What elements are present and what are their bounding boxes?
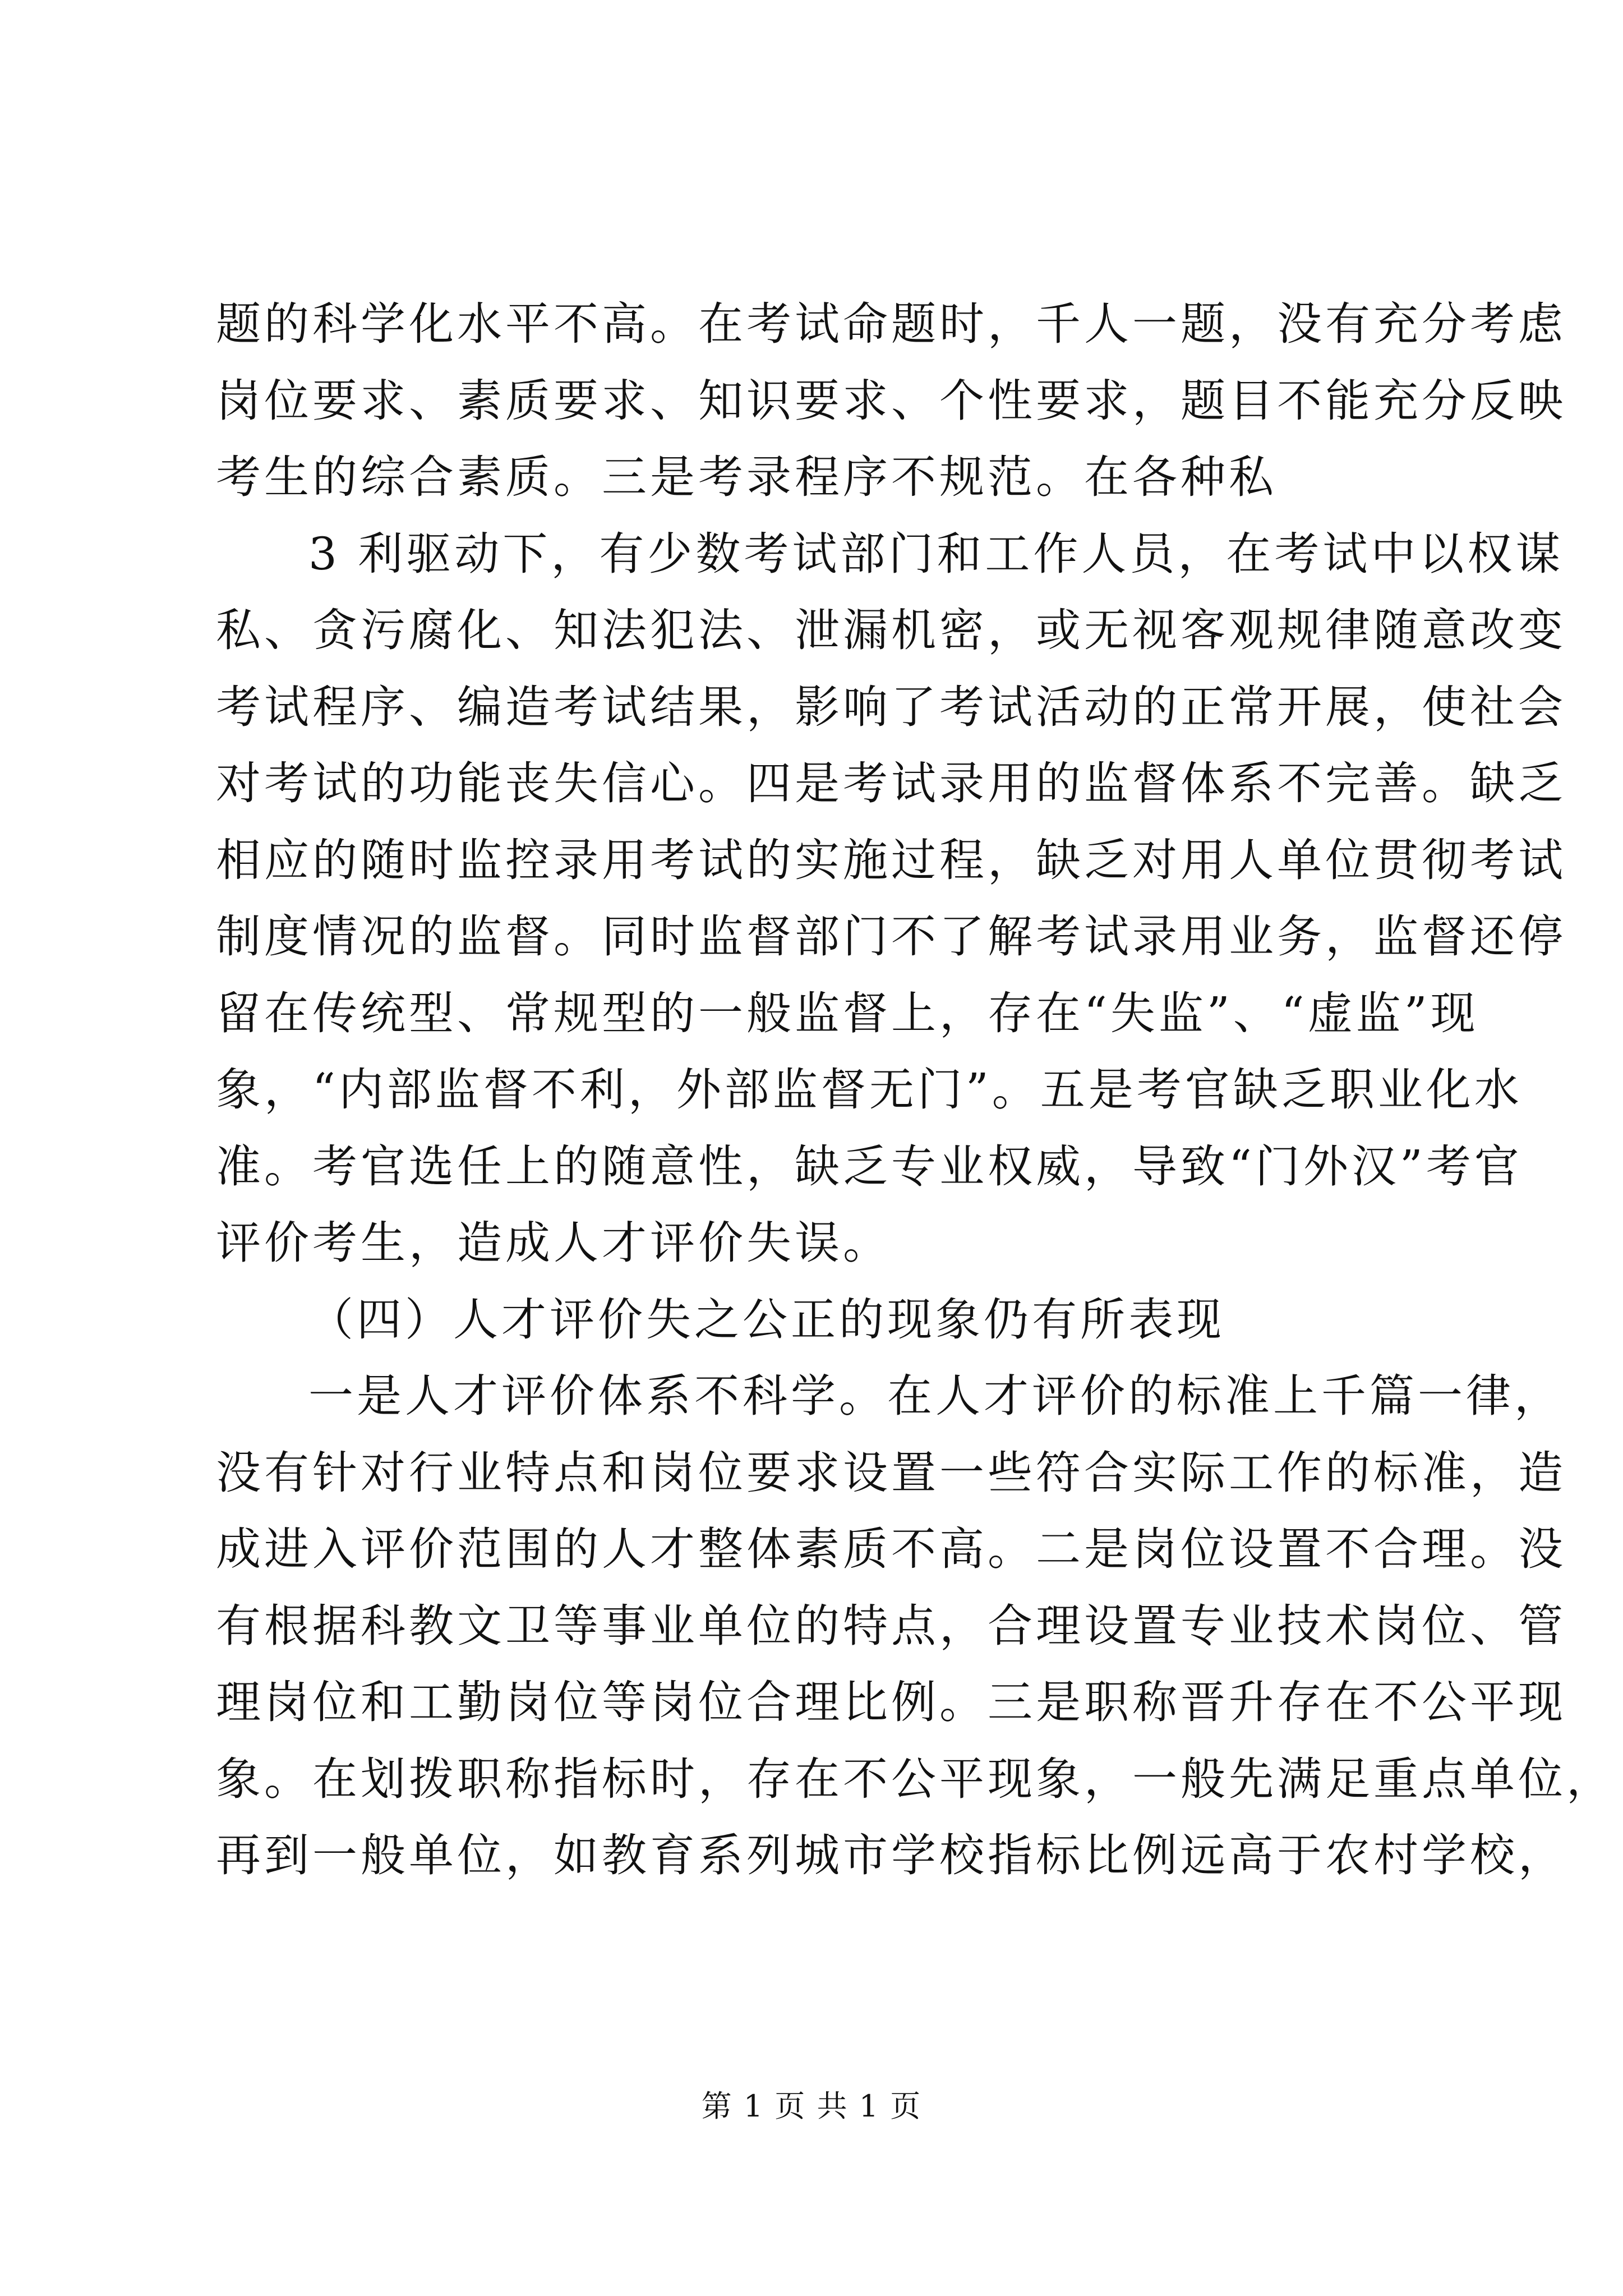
text-line: 没有针对行业特点和岗位要求设置一些符合实际工作的标准，造 — [216, 1446, 1566, 1499]
section-heading: （四）人才评价失之公正的现象仍有所表现 — [308, 1293, 1225, 1346]
text-line: 理岗位和工勤岗位等岗位合理比例。三是职称晋升存在不公平现 — [216, 1676, 1566, 1728]
paragraph-start-line: 一是人才评价体系不科学。在人才评价的标准上千篇一律， — [308, 1370, 1562, 1422]
text-line: 有根据科教文卫等事业单位的特点，合理设置专业技术岗位、管 — [216, 1599, 1566, 1652]
text-line: 制度情况的监督。同时监督部门不了解考试录用业务，监督还停 — [216, 910, 1566, 963]
text-line: 私、贪污腐化、知法犯法、泄漏机密，或无视客观规律随意改变 — [216, 604, 1566, 656]
text-line: 题的科学化水平不高。在考试命题时，千人一题，没有充分考虑 — [216, 298, 1566, 350]
page-footer: 第 1 页 共 1 页 — [701, 2088, 922, 2124]
text-line: 准。考官选任上的随意性，缺乏专业权威，导致“门外汉”考官 — [216, 1140, 1523, 1193]
paragraph-start-line: 3 利驱动下，有少数考试部门和工作人员，在考试中以权谋 — [308, 527, 1564, 580]
text-line: 对考试的功能丧失信心。四是考试录用的监督体系不完善。缺乏 — [216, 757, 1566, 809]
text-line: 岗位要求、素质要求、知识要求、个性要求，题目不能充分反映 — [216, 374, 1566, 427]
text-line: 成进入评价范围的人才整体素质不高。二是岗位设置不合理。没 — [216, 1523, 1566, 1575]
text-line: 象。在划拨职称指标时，存在不公平现象，一般先满足重点单位， — [216, 1752, 1615, 1805]
body-text — [216, 286, 1615, 1894]
text-line: 考生的综合素质。三是考录程序不规范。在各种私 — [216, 451, 1277, 503]
text-line: 相应的随时监控录用考试的实施过程，缺乏对用人单位贯彻考试 — [216, 834, 1566, 886]
text-line: 再到一般单位，如教育系列城市学校指标比例远高于农村学校， — [216, 1829, 1566, 1881]
text-line: 评价考生，造成人才评价失误。 — [216, 1217, 891, 1269]
text-line: 考试程序、编造考试结果，影响了考试活动的正常开展，使社会 — [216, 680, 1566, 733]
text-line: 留在传统型、常规型的一般监督上，存在“失监”、“虚监”现 — [216, 987, 1479, 1039]
text-line: 象，“内部监督不利，外部监督无门”。五是考官缺乏职业化水 — [216, 1064, 1523, 1116]
